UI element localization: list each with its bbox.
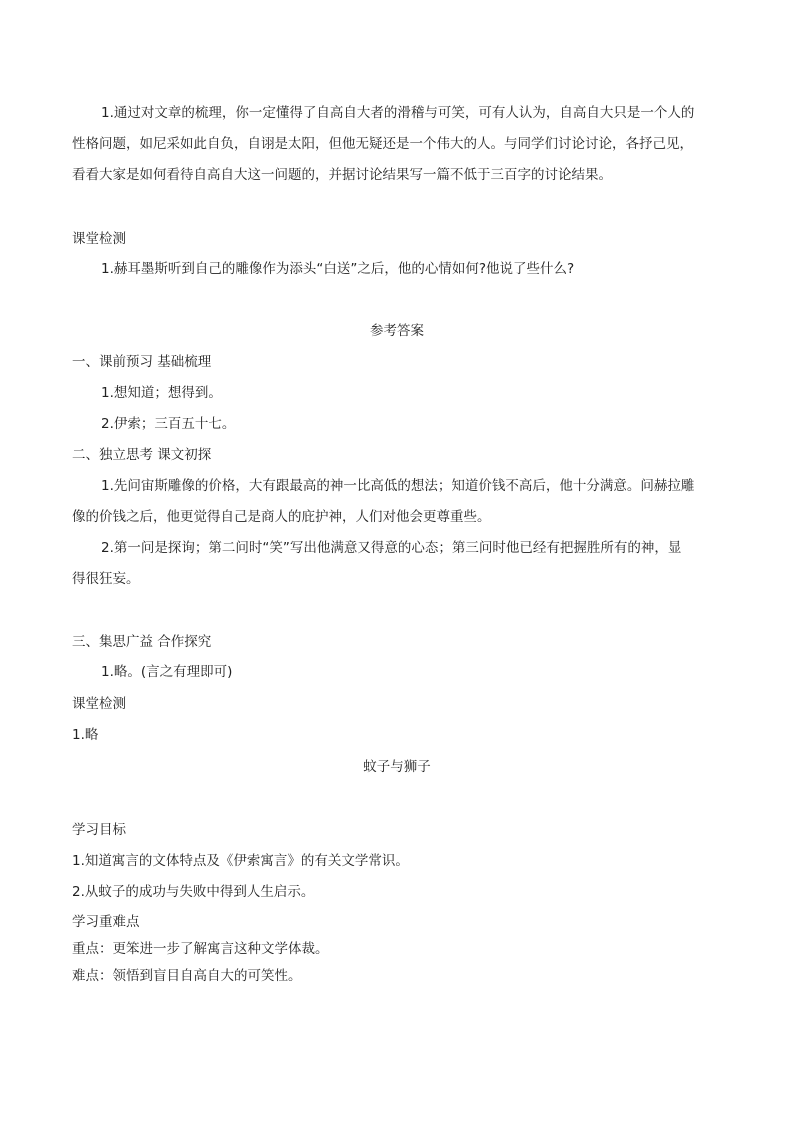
answers-section-2-heading: 二、独立思考 课文初探 [72, 447, 212, 463]
answers-check-item-1: 1.略 [72, 727, 99, 743]
check-question-1: 1.赫耳墨斯听到自己的雕像作为添头“白送”之后，他的心情如何?他说了些什么? [101, 261, 575, 277]
answers-check-heading: 课堂检测 [72, 696, 126, 712]
focus-heading: 学习重难点 [72, 914, 140, 930]
focus-difficult-point: 难点：领悟到盲目自高自大的可笑性。 [72, 968, 302, 984]
answers-section-3-heading: 三、集思广益 合作探究 [72, 634, 212, 650]
answers-section-2-item-2-line-2: 得很狂妄。 [72, 571, 140, 587]
answers-section-2-item-1-line-1: 1.先问宙斯雕像的价格，大有跟最高的神一比高低的想法；知道价钱不高后，他十分满意。问赫拉雕 [101, 478, 695, 494]
answers-section-1-heading: 一、课前预习 基础梳理 [72, 354, 212, 370]
answers-section-1-item-2: 2.伊索；三百五十七。 [101, 416, 236, 432]
lesson-title: 蚊子与狮子 [363, 759, 431, 775]
goals-heading: 学习目标 [72, 822, 126, 838]
answers-section-1-item-1: 1.想知道；想得到。 [101, 385, 222, 401]
focus-key-point: 重点：更笨进一步了解寓言这种文学体裁。 [72, 941, 329, 957]
answers-title: 参考答案 [370, 323, 424, 339]
answers-section-2-item-2-line-1: 2.第一问是探询；第二问时“笑”写出他满意又得意的心态；第三问时他已经有把握胜所有的神，显 [101, 540, 682, 556]
exercise-line-2: 性格问题，如尼采如此自负，自诩是太阳，但他无疑还是一个伟大的人。与同学们讨论讨论，各抒己见， [72, 136, 693, 152]
answers-section-2-item-1-line-2: 像的价钱之后，他更觉得自己是商人的庇护神，人们对他会更尊重些。 [72, 509, 491, 525]
goal-item-1: 1.知道寓言的文体特点及《伊索寓言》的有关文学常识。 [72, 853, 409, 869]
check-heading: 课堂检测 [72, 231, 126, 247]
exercise-line-1: 1.通过对文章的梳理，你一定懂得了自高自大者的滑稽与可笑，可有人认为，自高自大只是一个人的 [101, 105, 695, 121]
exercise-line-3: 看看大家是如何看待自高自大这一问题的，并据讨论结果写一篇不低于三百字的讨论结果。 [72, 167, 612, 183]
answers-section-3-item-1: 1.略。(言之有理即可) [101, 664, 233, 680]
goal-item-2: 2.从蚊子的成功与失败中得到人生启示。 [72, 884, 315, 900]
